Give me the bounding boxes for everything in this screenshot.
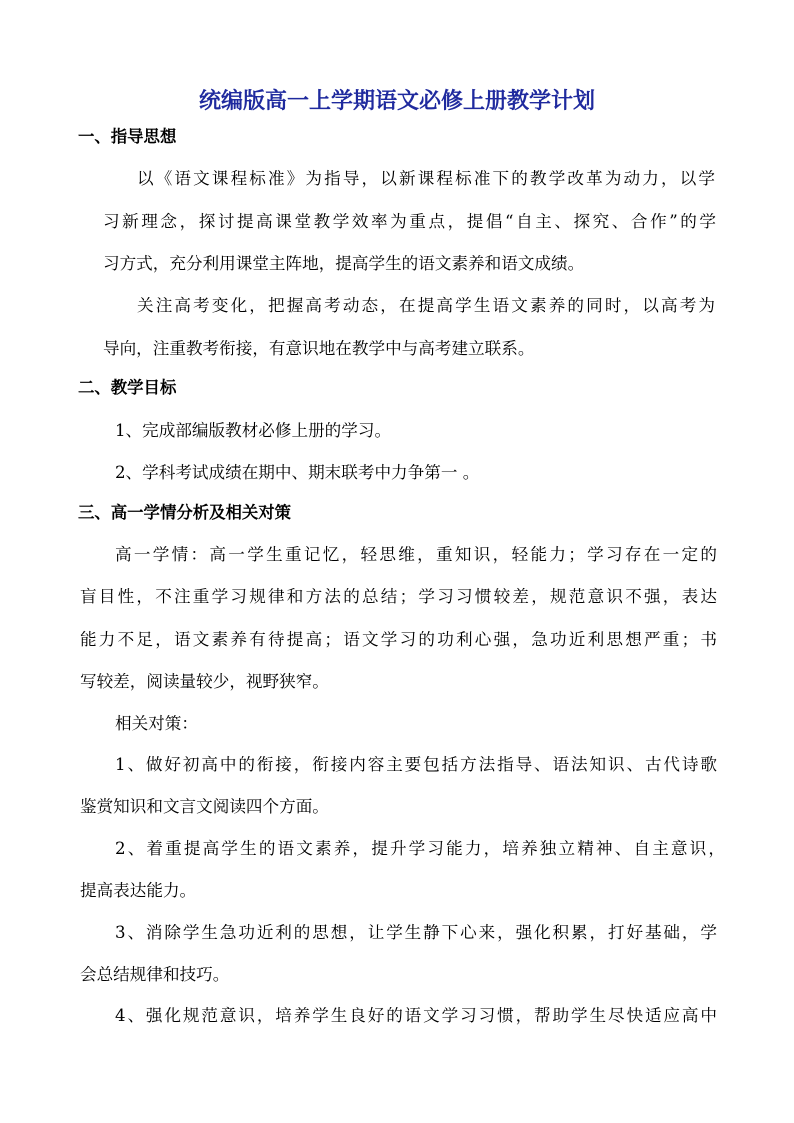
countermeasure-1-line-1: 1、做好初高中的衔接，衔接内容主要包括方法指导、语法知识、古代诗歌 bbox=[115, 755, 717, 774]
section-3-heading: 三、高一学情分析及相关对策 bbox=[78, 503, 292, 522]
situation-line-2: 盲目性，不注重学习规律和方法的总结；学习习惯较差，规范意识不强，表达 bbox=[80, 587, 717, 606]
countermeasure-2-line-1: 2、着重提高学生的语文素养，提升学习能力，培养独立精神、自主意识， bbox=[115, 839, 725, 858]
situation-line-4: 写较差，阅读量较少，视野狭窄。 bbox=[80, 672, 329, 691]
section-1-paragraph-2-line-1: 关注高考变化，把握高考动态，在提高学生语文素养的同时，以高考为 bbox=[137, 296, 715, 315]
countermeasure-3-line-1: 3、消除学生急功近利的思想，让学生静下心来，强化积累，打好基础，学 bbox=[115, 923, 717, 942]
situation-line-3: 能力不足，语文素养有待提高；语文学习的功利心强，急功近利思想严重；书 bbox=[80, 630, 717, 649]
countermeasure-4-line-1: 4、强化规范意识，培养学生良好的语文学习习惯，帮助学生尽快适应高中 bbox=[115, 1006, 717, 1025]
countermeasure-1-line-2: 鉴赏知识和文言文阅读四个方面。 bbox=[80, 797, 329, 816]
section-1-paragraph-1-line-3: 习方式，充分利用课堂主阵地，提高学生的语文素养和语文成绩。 bbox=[103, 254, 585, 273]
section-1-paragraph-2-line-2: 导向，注重教考衔接，有意识地在教学中与高考建立联系。 bbox=[103, 339, 535, 358]
countermeasure-label: 相关对策： bbox=[115, 714, 198, 733]
section-1-paragraph-1-line-2: 习新理念，探讨提高课堂教学效率为重点，提倡“自主、探究、合作”的学 bbox=[103, 212, 716, 231]
countermeasure-2-line-2: 提高表达能力。 bbox=[80, 881, 197, 900]
situation-line-1: 高一学情：高一学生重记忆，轻思维，重知识，轻能力；学习存在一定的 bbox=[115, 545, 717, 564]
section-1-heading: 一、指导思想 bbox=[78, 127, 177, 146]
section-2-heading: 二、教学目标 bbox=[78, 378, 177, 397]
section-1-paragraph-1-line-1: 以《语文课程标准》为指导，以新课程标准下的教学改革为动力，以学 bbox=[137, 169, 715, 188]
countermeasure-3-line-2: 会总结规律和技巧。 bbox=[80, 965, 230, 984]
section-2-item-1: 1、完成部编版教材必修上册的学习。 bbox=[115, 421, 392, 440]
section-2-item-2: 2、学科考试成绩在期中、期末联考中力争第一 。 bbox=[115, 463, 480, 482]
document-title: 统编版高一上学期语文必修上册教学计划 bbox=[198, 89, 595, 114]
